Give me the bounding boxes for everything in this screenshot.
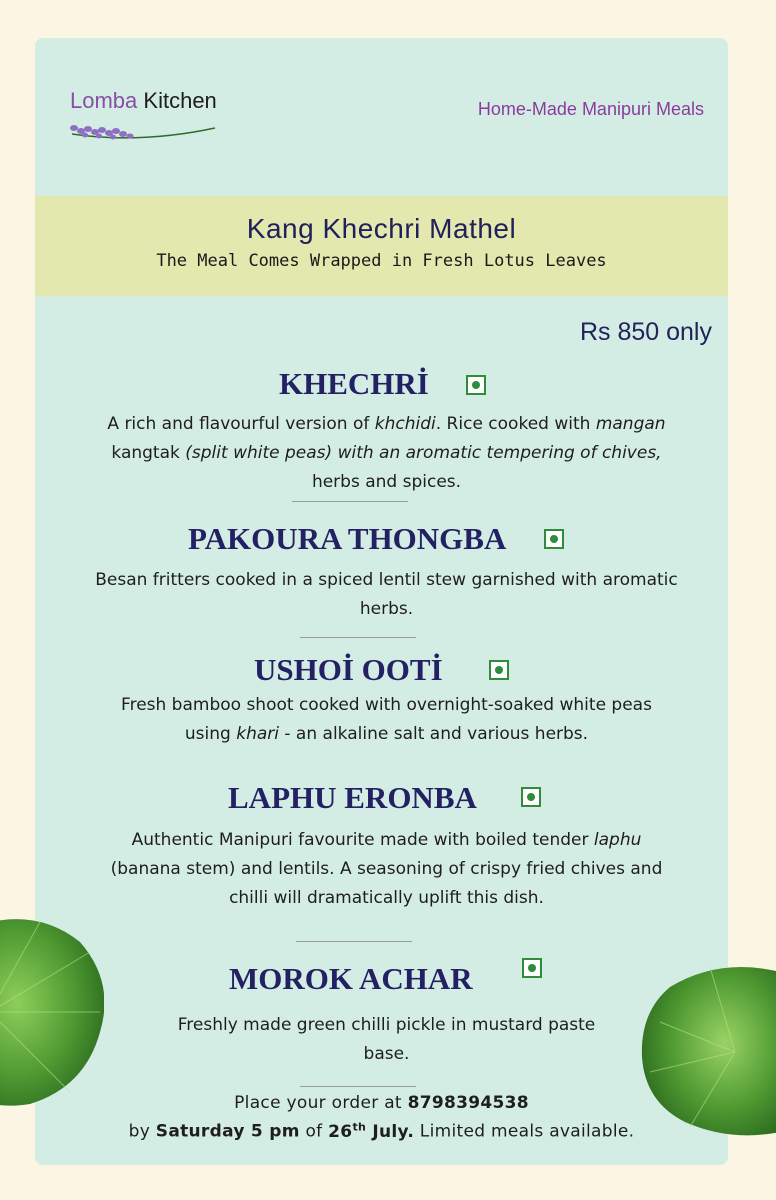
- description-text: using: [184, 724, 237, 744]
- description-text: herbs and spices.: [311, 472, 462, 492]
- description-line: [40, 826, 733, 855]
- description-text: (banana stem) and lentils. A seasoning of crispy fried chives and: [110, 859, 663, 879]
- veg-mark-icon: [522, 958, 542, 978]
- term-italic: khchidi: [374, 414, 436, 434]
- date-number: 26: [328, 1121, 353, 1142]
- divider: [300, 637, 416, 638]
- lavender-icon: [70, 118, 220, 148]
- meal-subtitle: The Meal Comes Wrapped in Fresh Lotus Leaves: [156, 251, 607, 271]
- description-text: - an alkaline salt and various herbs.: [278, 724, 589, 744]
- description-text: Authentic Manipuri favourite made with boiled tender: [131, 830, 594, 850]
- description-text: . Rice cooked with: [435, 414, 596, 434]
- term-italic: laphu: [593, 830, 642, 850]
- lotus-leaf-icon: [0, 912, 104, 1108]
- divider: [292, 501, 408, 502]
- description-line: [40, 691, 733, 720]
- dish-title: MOROK ACHAR: [229, 961, 473, 996]
- description-line: [40, 1040, 733, 1069]
- divider: [300, 1086, 416, 1087]
- order-of: of: [299, 1121, 329, 1142]
- term-italic: khari: [236, 724, 279, 744]
- order-line-1: [35, 1093, 728, 1113]
- dish-title: PAKOURA THONGBA: [188, 521, 507, 556]
- description-text: Fresh bamboo shoot cooked with overnight-soaked white peas: [121, 695, 652, 715]
- meal-banner: [35, 196, 728, 296]
- veg-mark-icon: [544, 529, 564, 549]
- description-line: [40, 720, 733, 749]
- description-text: herbs.: [359, 599, 414, 619]
- meal-title: Kang Khechri Mathel: [246, 213, 517, 244]
- dish-description: [40, 691, 733, 749]
- divider: [296, 941, 412, 942]
- description-line: [40, 439, 733, 468]
- term-italic: mangan: [595, 414, 666, 434]
- date-suffix: th: [352, 1120, 367, 1133]
- brand-word-2: Kitchen: [143, 88, 217, 113]
- description-text: Besan fritters cooked in a spiced lentil stew garnished with aromatic: [95, 570, 678, 590]
- order-by: by: [128, 1121, 156, 1142]
- brand-name: [70, 88, 220, 114]
- order-note: Limited meals available.: [414, 1121, 635, 1142]
- description-line: [40, 566, 733, 595]
- description-text: Freshly made green chilli pickle in mustard paste: [177, 1015, 596, 1035]
- veg-mark-icon: [466, 375, 486, 395]
- order-prefix: Place your order at: [234, 1093, 408, 1113]
- dish-description: [40, 410, 733, 497]
- order-date: [328, 1122, 414, 1142]
- dish-title: KHECHRİ: [279, 366, 429, 401]
- lotus-leaf-icon: [640, 962, 776, 1138]
- order-deadline: Saturday 5 pm: [155, 1121, 300, 1142]
- date-month: July.: [366, 1121, 415, 1142]
- brand-word-1: Lomba: [70, 88, 138, 113]
- dish-title: LAPHU ERONBA: [228, 780, 477, 815]
- veg-mark-icon: [489, 660, 509, 680]
- dish-description: [40, 566, 733, 624]
- dish-description: [40, 1011, 733, 1069]
- order-line-2: [35, 1120, 728, 1142]
- description-line: [40, 595, 733, 624]
- description-text: chilli will dramatically uplift this dish.: [229, 888, 544, 908]
- description-text: A rich and flavourful version of: [107, 414, 375, 434]
- description-line: [40, 884, 733, 913]
- phone-number: 8798394538: [407, 1093, 529, 1113]
- description-line: [40, 410, 733, 439]
- description-line: [40, 468, 733, 497]
- dish-description: [40, 826, 733, 913]
- description-text: base.: [363, 1044, 410, 1064]
- dish-title: USHOİ OOTİ: [254, 652, 443, 687]
- brand-logo: [70, 88, 220, 148]
- description-line: [40, 855, 733, 884]
- veg-mark-icon: [521, 787, 541, 807]
- description-text: kangtak: [111, 443, 180, 463]
- tagline: Home-Made Manipuri Meals: [477, 99, 704, 119]
- term-italic: (split white peas) with an aromatic tempering of chives,: [179, 443, 662, 463]
- description-line: [40, 1011, 733, 1040]
- price-label: Rs 850 only: [579, 318, 712, 346]
